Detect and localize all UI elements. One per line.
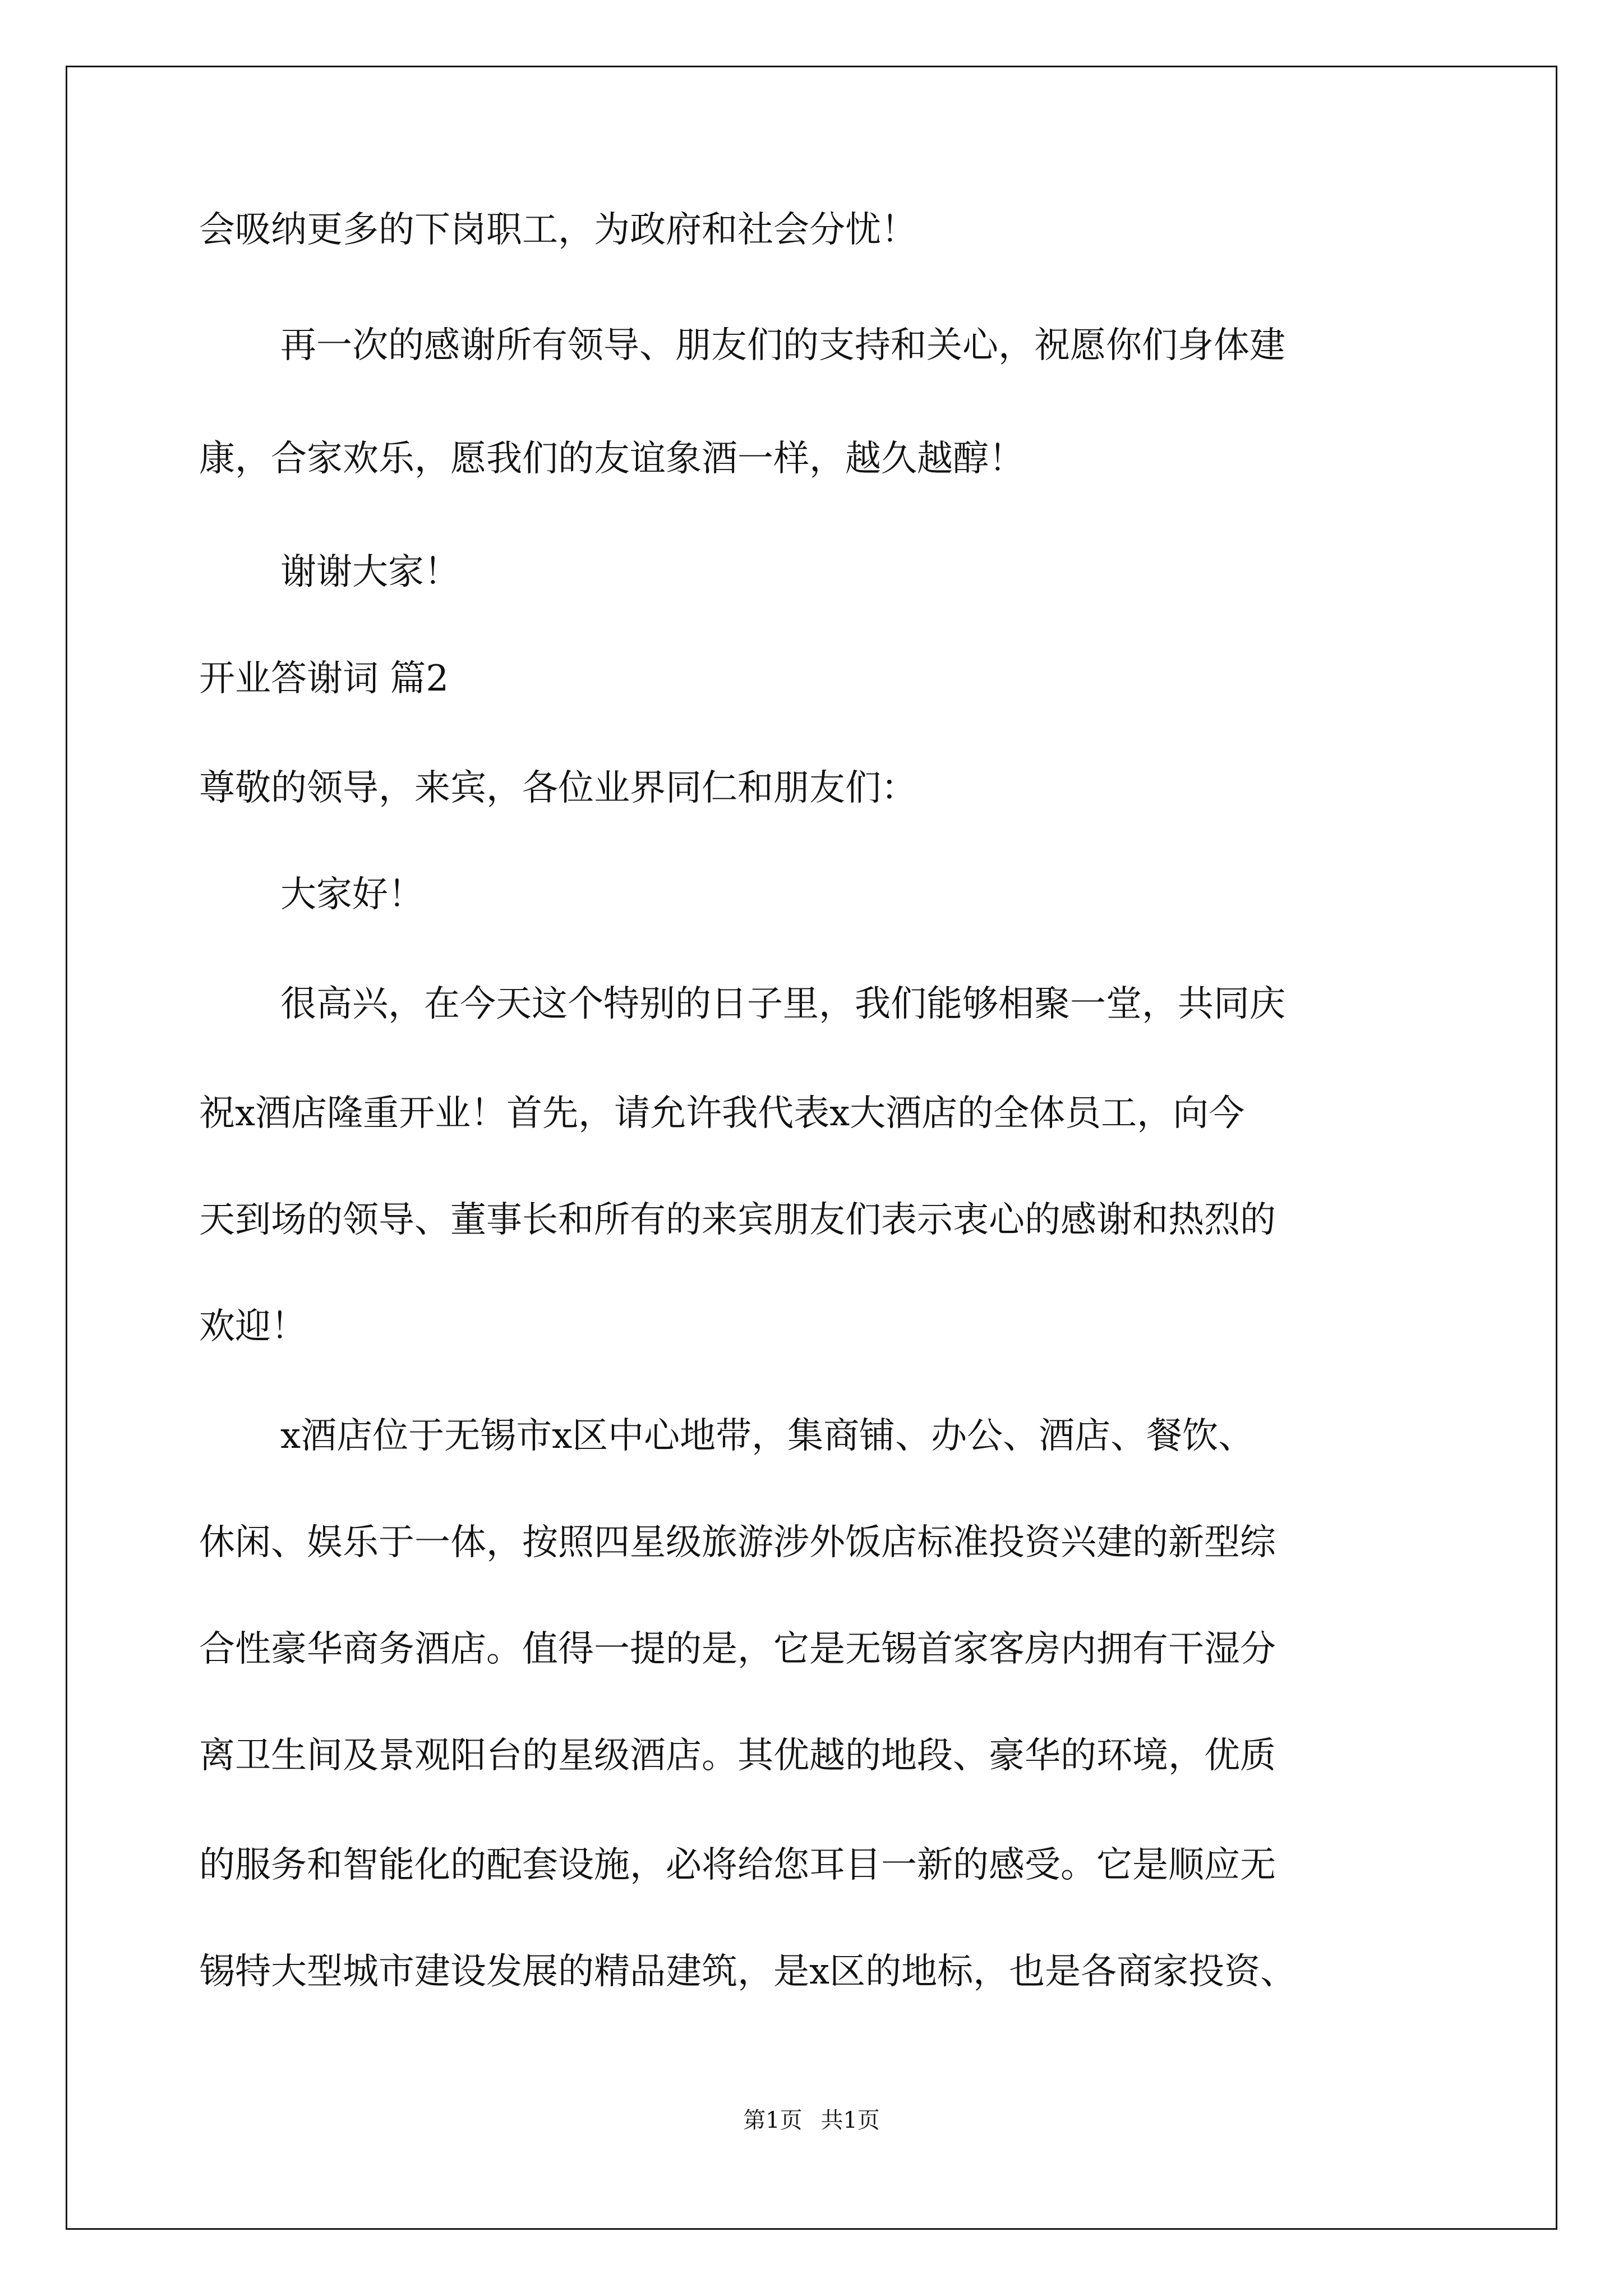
paragraph-line: 天到场的领导、董事长和所有的来宾朋友们表示衷心的感谢和热烈的: [199, 1199, 1276, 1241]
paragraph-line: 欢迎！: [199, 1306, 307, 1347]
paragraph-line: x酒店位于无锡市x区中心地带，集商铺、办公、酒店、餐饮、: [280, 1415, 1255, 1457]
paragraph-line: 的服务和智能化的配套设施，必将给您耳目一新的感受。它是顺应无: [199, 1844, 1276, 1886]
paragraph-line: 离卫生间及景观阳台的星级酒店。其优越的地段、豪华的环境，优质: [199, 1735, 1276, 1777]
paragraph-line: 休闲、娱乐于一体，按照四星级旅游涉外饭店标准投资兴建的新型综: [199, 1522, 1276, 1563]
salutation: 尊敬的领导，来宾，各位业界同仁和朋友们：: [199, 767, 917, 809]
page-number: 第1页: [743, 2108, 803, 2133]
paragraph-line: 谢谢大家！: [280, 551, 460, 593]
page-total: 共1页: [820, 2108, 880, 2133]
page-footer: [0, 2104, 1623, 2137]
paragraph-line: 很高兴，在今天这个特别的日子里，我们能够相聚一堂，共同庆: [280, 983, 1285, 1025]
paragraph-line: 合性豪华商务酒店。值得一提的是，它是无锡首家客房内拥有干湿分: [199, 1628, 1276, 1670]
greeting: 大家好！: [280, 874, 424, 915]
paragraph-line: 康，合家欢乐，愿我们的友谊象酒一样，越久越醇！: [199, 438, 1025, 480]
section-heading: 开业答谢词 篇2: [199, 658, 449, 700]
paragraph-line: 祝x酒店隆重开业！首先，请允许我代表x大酒店的全体员工，向今: [199, 1093, 1245, 1134]
paragraph-line: 会吸纳更多的下岗职工，为政府和社会分忧！: [199, 209, 917, 251]
paragraph-line: 再一次的感谢所有领导、朋友们的支持和关心，祝愿你们身体建: [280, 325, 1285, 366]
page-border: [66, 66, 1557, 2230]
paragraph-line: 锡特大型城市建设发展的精品建筑，是x区的地标，也是各商家投资、: [199, 1951, 1297, 1993]
